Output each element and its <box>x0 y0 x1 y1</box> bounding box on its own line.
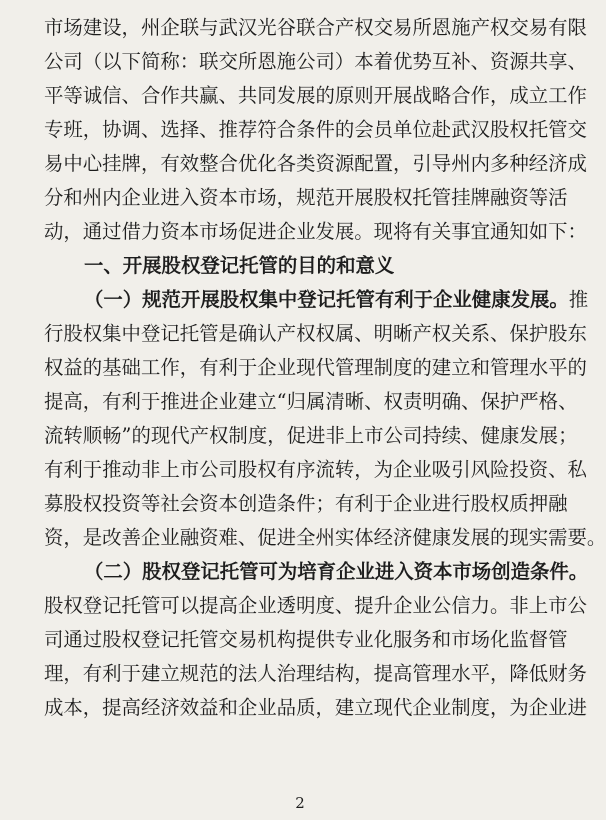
text-line: 流转顺畅”的现代产权制度，促进非上市公司持续、健康发展； <box>44 424 578 447</box>
subsection-2-first-line <box>44 557 589 587</box>
text-line: 专班，协调、选择、推荐符合条件的会员单位赴武汉股权托管交 <box>44 118 587 141</box>
text-line: 权益的基础工作，有利于企业现代管理制度的建立和管理水平的 <box>44 356 587 379</box>
text-line: 有利于推动非上市公司股权有序流转，为企业吸引风险投资、私 <box>44 458 587 481</box>
page-number: 2 <box>295 794 305 812</box>
text-line: 募股权投资等社会资本创造条件；有利于企业进行股权质押融 <box>44 492 568 515</box>
subsection-1-first-line <box>44 285 589 315</box>
text-line: 司通过股权登记托管交易机构提供专业化服务和市场化监督管 <box>44 628 568 651</box>
text-line: 行股权集中登记托管是确认产权权属、明晰产权关系、保护股东 <box>44 322 587 345</box>
text-line: 平等诚信、合作共赢、共同发展的原则开展战略合作，成立工作 <box>44 84 587 107</box>
text-line: 市场建设，州企联与武汉光谷联合产权交易所恩施产权交易有限 <box>44 16 587 39</box>
text-line: 理，有利于建立规范的法人治理结构，提高管理水平，降低财务 <box>44 662 587 685</box>
text-line: 动，通过借力资本市场促进企业发展。现将有关事宜通知如下： <box>44 220 587 243</box>
text-line: 资，是改善企业融资难、促进全州实体经济健康发展的现实需要。 <box>44 526 606 549</box>
section-heading-1: 一、开展股权登记托管的目的和意义 <box>84 254 395 277</box>
subsection-1-continuation: 推 <box>568 288 589 311</box>
subsection-2-title: （二）股权登记托管可为培育企业进入资本市场创造条件。 <box>84 560 589 583</box>
text-line: 易中心挂牌，有效整合优化各类资源配置，引导州内多种经济成 <box>44 152 587 175</box>
text-line: 提高，有利于推进企业建立“归属清晰、权责明确、保护严格、 <box>44 390 578 413</box>
text-line: 分和州内企业进入资本市场，规范开展股权托管挂牌融资等活 <box>44 186 568 209</box>
text-line: 股权登记托管可以提高企业透明度、提升企业公信力。非上市公 <box>44 594 587 617</box>
text-line: 公司（以下简称：联交所恩施公司）本着优势互补、资源共享、 <box>44 50 587 73</box>
subsection-1-title: （一）规范开展股权集中登记托管有利于企业健康发展。 <box>84 288 569 311</box>
text-line: 成本，提高经济效益和企业品质，建立现代企业制度，为企业进 <box>44 696 587 719</box>
